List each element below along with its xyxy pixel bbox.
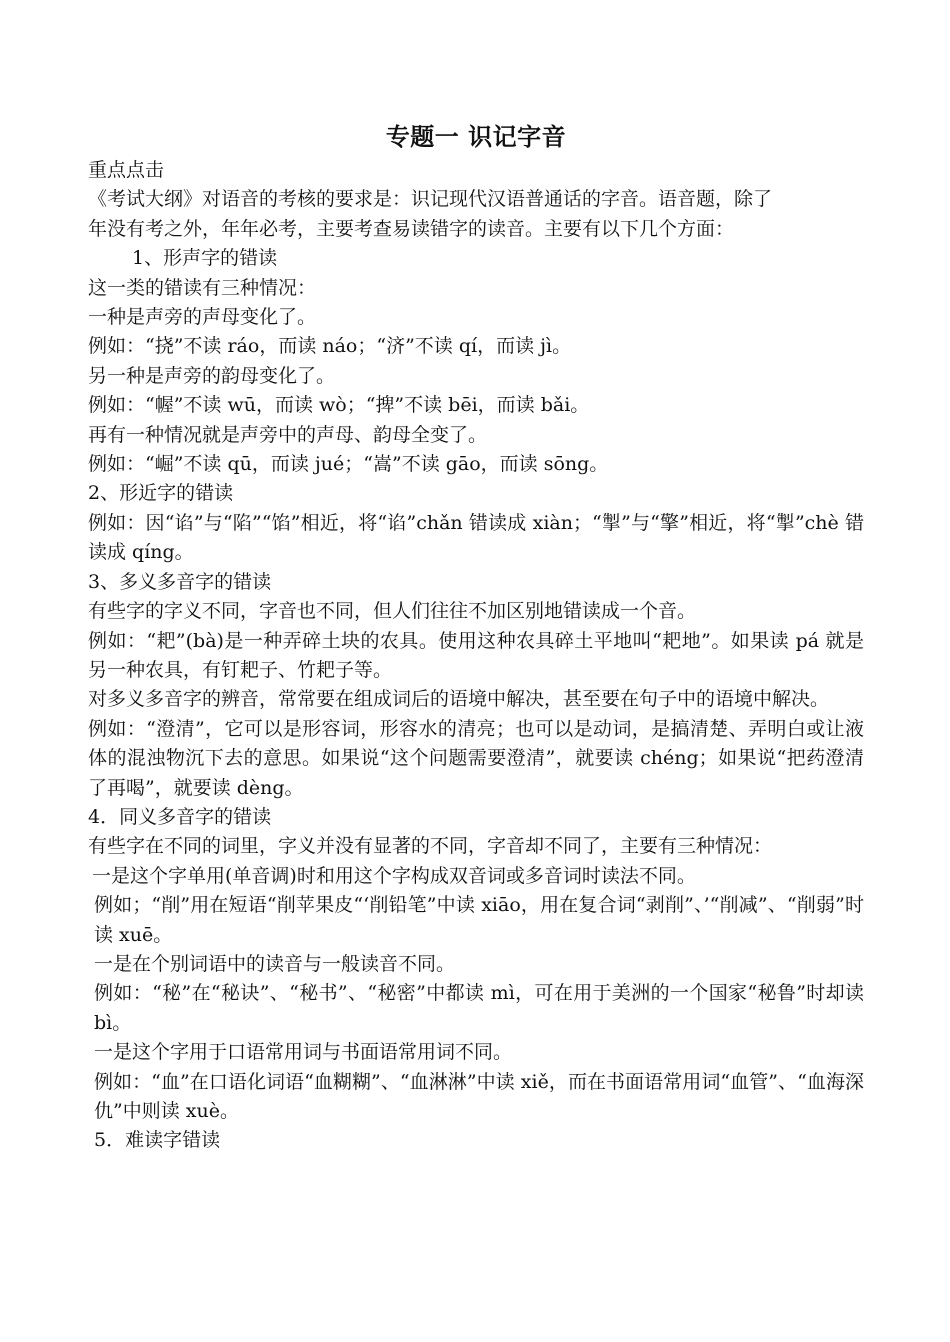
paragraph-6: 例如：“挠”不读 ráo，而读 náo；“济”不读 qí，而读 jì。 <box>88 335 572 358</box>
paragraph-12: 例如：因“谄”与“陷”“馅”相近，将“谄”chǎn 错读成 xiàn；“掣”与“擎”相近，将“掣”chè 错读成 qíng。 <box>88 511 864 564</box>
document-title: 专题一 识记字音 <box>385 123 567 151</box>
paragraph-9: 再有一种情况就是声旁中的声母、韵母全变了。 <box>88 423 488 446</box>
paragraph-1: 《考试大纲》对语音的考核的要求是：识记现代汉语普通话的字音。语音题，除了 <box>88 188 773 211</box>
paragraph-0: 重点点击 <box>88 159 165 181</box>
paragraph-24: 一是这个字用于口语常用词与书面语常用词不同。 <box>94 1041 513 1064</box>
paragraph-16: 对多义多音字的辨音，常常要在组成词后的语境中解决，甚至要在句子中的语境中解决。 <box>88 688 830 711</box>
paragraph-23: 例如：“秘”在“秘诀”、“秘书”、“秘密”中都读 mì，可在用于美洲的一个国家“秘鲁”时却读 bì。 <box>94 982 864 1034</box>
paragraph-3: 1、形声字的错读 <box>132 247 278 270</box>
paragraph-13: 3、多义多音字的错读 <box>88 570 272 593</box>
document-page <box>88 118 864 1156</box>
paragraph-14: 有些字的字义不同，字音也不同，但人们往往不加区别地错读成一个音。 <box>88 600 697 623</box>
paragraph-15: 例如：“耙”(bà)是一种弄碎土块的农具。使用这种农具碎土平地叫“耙地”。如果读 pá 就是另一种农具，有钉耙子、竹耙子等。 <box>88 629 864 681</box>
paragraph-17: 例如：“澄清”，它可以是形容词，形容水的清亮；也可以是动词，是搞清楚、弄明白或让液体的混浊物沉下去的意思。如果说“这个问题需要澄清”，就要读 chéng；如果说“把药澄清了再喝”，就要读 dèng。 <box>88 717 864 799</box>
paragraph-26: 5．难读字错读 <box>94 1129 221 1152</box>
document-body <box>88 156 864 1156</box>
paragraph-7: 另一种是声旁的韵母变化了。 <box>88 364 336 387</box>
paragraph-11: 2、形近字的错读 <box>88 482 234 505</box>
paragraph-8: 例如：“幄”不读 wū，而读 wò；“捭”不读 bēi，而读 bǎi。 <box>88 394 590 417</box>
paragraph-2: 年没有考之外，年年必考，主要考查易读错字的读音。主要有以下几个方面： <box>88 217 735 240</box>
paragraph-18: 4．同义多音字的错读 <box>88 805 272 828</box>
paragraph-5: 一种是声旁的声母变化了。 <box>88 306 317 329</box>
paragraph-20: 一是这个字单用(单音调)时和用这个字构成双音词或多音词时读法不同。 <box>92 864 696 887</box>
paragraph-25: 例如：“血”在口语化词语“血糊糊”、“血淋淋”中读 xiě，而在书面语常用词“血管”、“血海深仇”中则读 xuè。 <box>94 1070 864 1122</box>
paragraph-19: 有些字在不同的词里，字义并没有显著的不同，字音却不同了，主要有三种情况： <box>88 835 773 858</box>
paragraph-22: 一是在个别词语中的读音与一般读音不同。 <box>94 952 456 975</box>
paragraph-10: 例如：“崛”不读 qū，而读 jué；“嵩”不读 gāo，而读 sōng。 <box>88 453 609 476</box>
paragraph-21: 例如；“削”用在短语“削苹果皮“‘削铅笔”中读 xiāo，用在复合词“剥削”、’“削减”、“削弱”时读 xuē。 <box>94 894 864 946</box>
paragraph-4: 这一类的错读有三种情况： <box>88 276 317 299</box>
